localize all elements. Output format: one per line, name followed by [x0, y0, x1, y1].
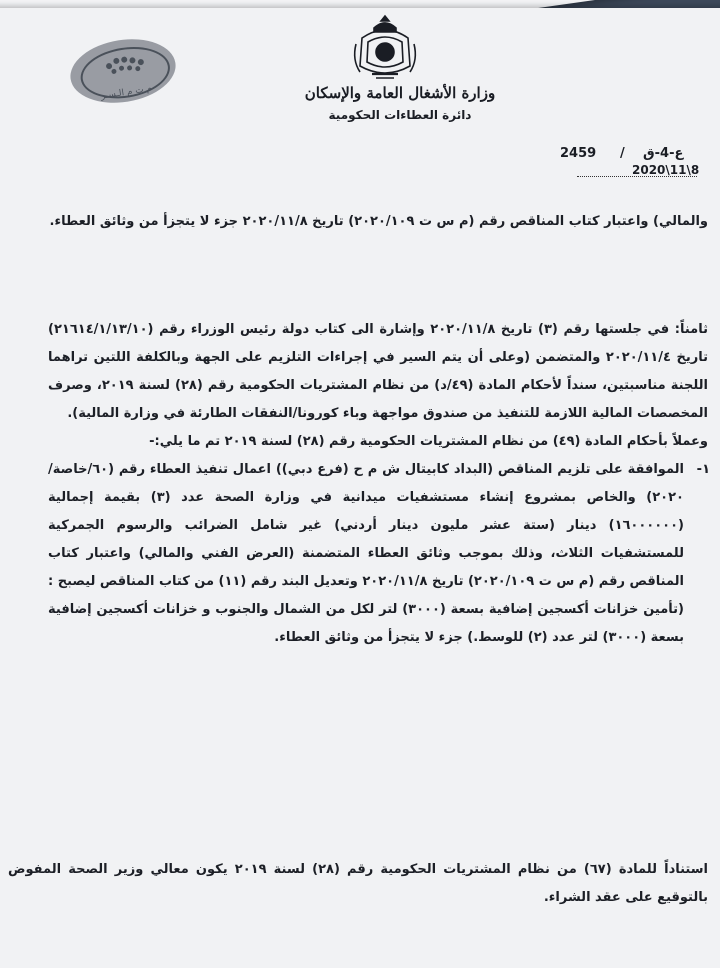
reference-separator: / — [620, 146, 625, 161]
department-name: دائرة العطاءات الحكومية — [328, 108, 472, 122]
main-section — [48, 316, 708, 652]
section-eight-text: ثامناً: في جلستها رقم (٣) تاريخ ٢٠٢٠/١١/٨ وإشارة الى كتاب دولة رئيس الوزراء رقم (٢١٦١٤/١/١٣/١٠) تاريخ ٢٠٢٠/١١/٤ والمتضمن (وعلى أن يتم السير في إجراءات التلزيم على الجهة وبالكلفة اللتين تراهما اللجنة مناسبتين، سنداً لأحكام المادة (٤٩/د) من نظام المشتريات الحكومية رقم (٢٨) لسنة ٢٠١٩، وصرف المخصصات المالية اللازمة للتنفيذ من صندوق مواجهة وباء كورونا/النفقات الطارئة في وزارة المالية). — [48, 322, 708, 421]
reference-code: ع-4-ق — [643, 146, 684, 161]
intro-text: والمالي) واعتبار كتاب المناقص رقم (م س ت ٢٠٢٠/١٠٩) تاريخ ٢٠٢٠/١١/٨ جزء لا يتجزأ من وثائق العطاء. — [49, 214, 708, 229]
item-number: ١- — [696, 462, 710, 477]
stamp-text: م ت م الـسـر — [100, 83, 153, 102]
decision-text: وعملاً بأحكام المادة (٤٩) من نظام المشتريات الحكومية رقم (٢٨) لسنة ٢٠١٩ تم ما يلي:- — [149, 434, 708, 449]
closing-paragraph — [8, 856, 708, 912]
jordan-coat-of-arms-icon — [350, 10, 420, 84]
stamp-crowns-icon — [79, 43, 169, 86]
reference-date: 2020\11\8 — [632, 163, 700, 177]
reference-number: 2459 — [560, 146, 597, 161]
closing-text: استناداً للمادة (٦٧) من نظام المشتريات الحكومية رقم (٢٨) لسنة ٢٠١٩ يكون معالي وزير الصحة المفوض بالتوقيع على عقد الشراء. — [8, 862, 708, 905]
intro-paragraph — [48, 208, 708, 236]
ministry-name: وزارة الأشغال العامة والإسكان — [304, 84, 496, 102]
list-item — [48, 456, 708, 652]
date-underline — [577, 176, 697, 177]
item-text: الموافقة على تلزيم المناقص (البداد كابيتال ش م ح (فرع دبي)) اعمال تنفيذ العطاء رقم (٦٠/خاصة/٢٠٢٠) والخاص بمشروع إنشاء مستشفيات ميدانية في وزارة الصحة عدد (٣) بقيمة إجمالية (١٦٠٠٠٠٠٠) دينار (ستة عشر مليون دينار أردني) غير شامل الضرائب والرسوم الجمركية للمستشفيات الثلاث، وذلك بموجب وثائق العطاء المتضمنة (العرض الفني والمالي) واعتبار كتاب المناقص رقم (م س ت ٢٠٢٠/١٠٩) تاريخ ٢٠٢٠/١١/٨ وتعديل البند رقم (١١) من كتاب المناقص ليصبح : (تأمين خزانات أكسجين إضافية بسعة (٣٠٠٠) لتر لكل من الشمال والجنوب و خزانات أكسجين إضافية بسعة (٣٠٠٠) لتر عدد (٢) للوسط.) جزء لا يتجزأ من وثائق العطاء. — [48, 462, 684, 645]
